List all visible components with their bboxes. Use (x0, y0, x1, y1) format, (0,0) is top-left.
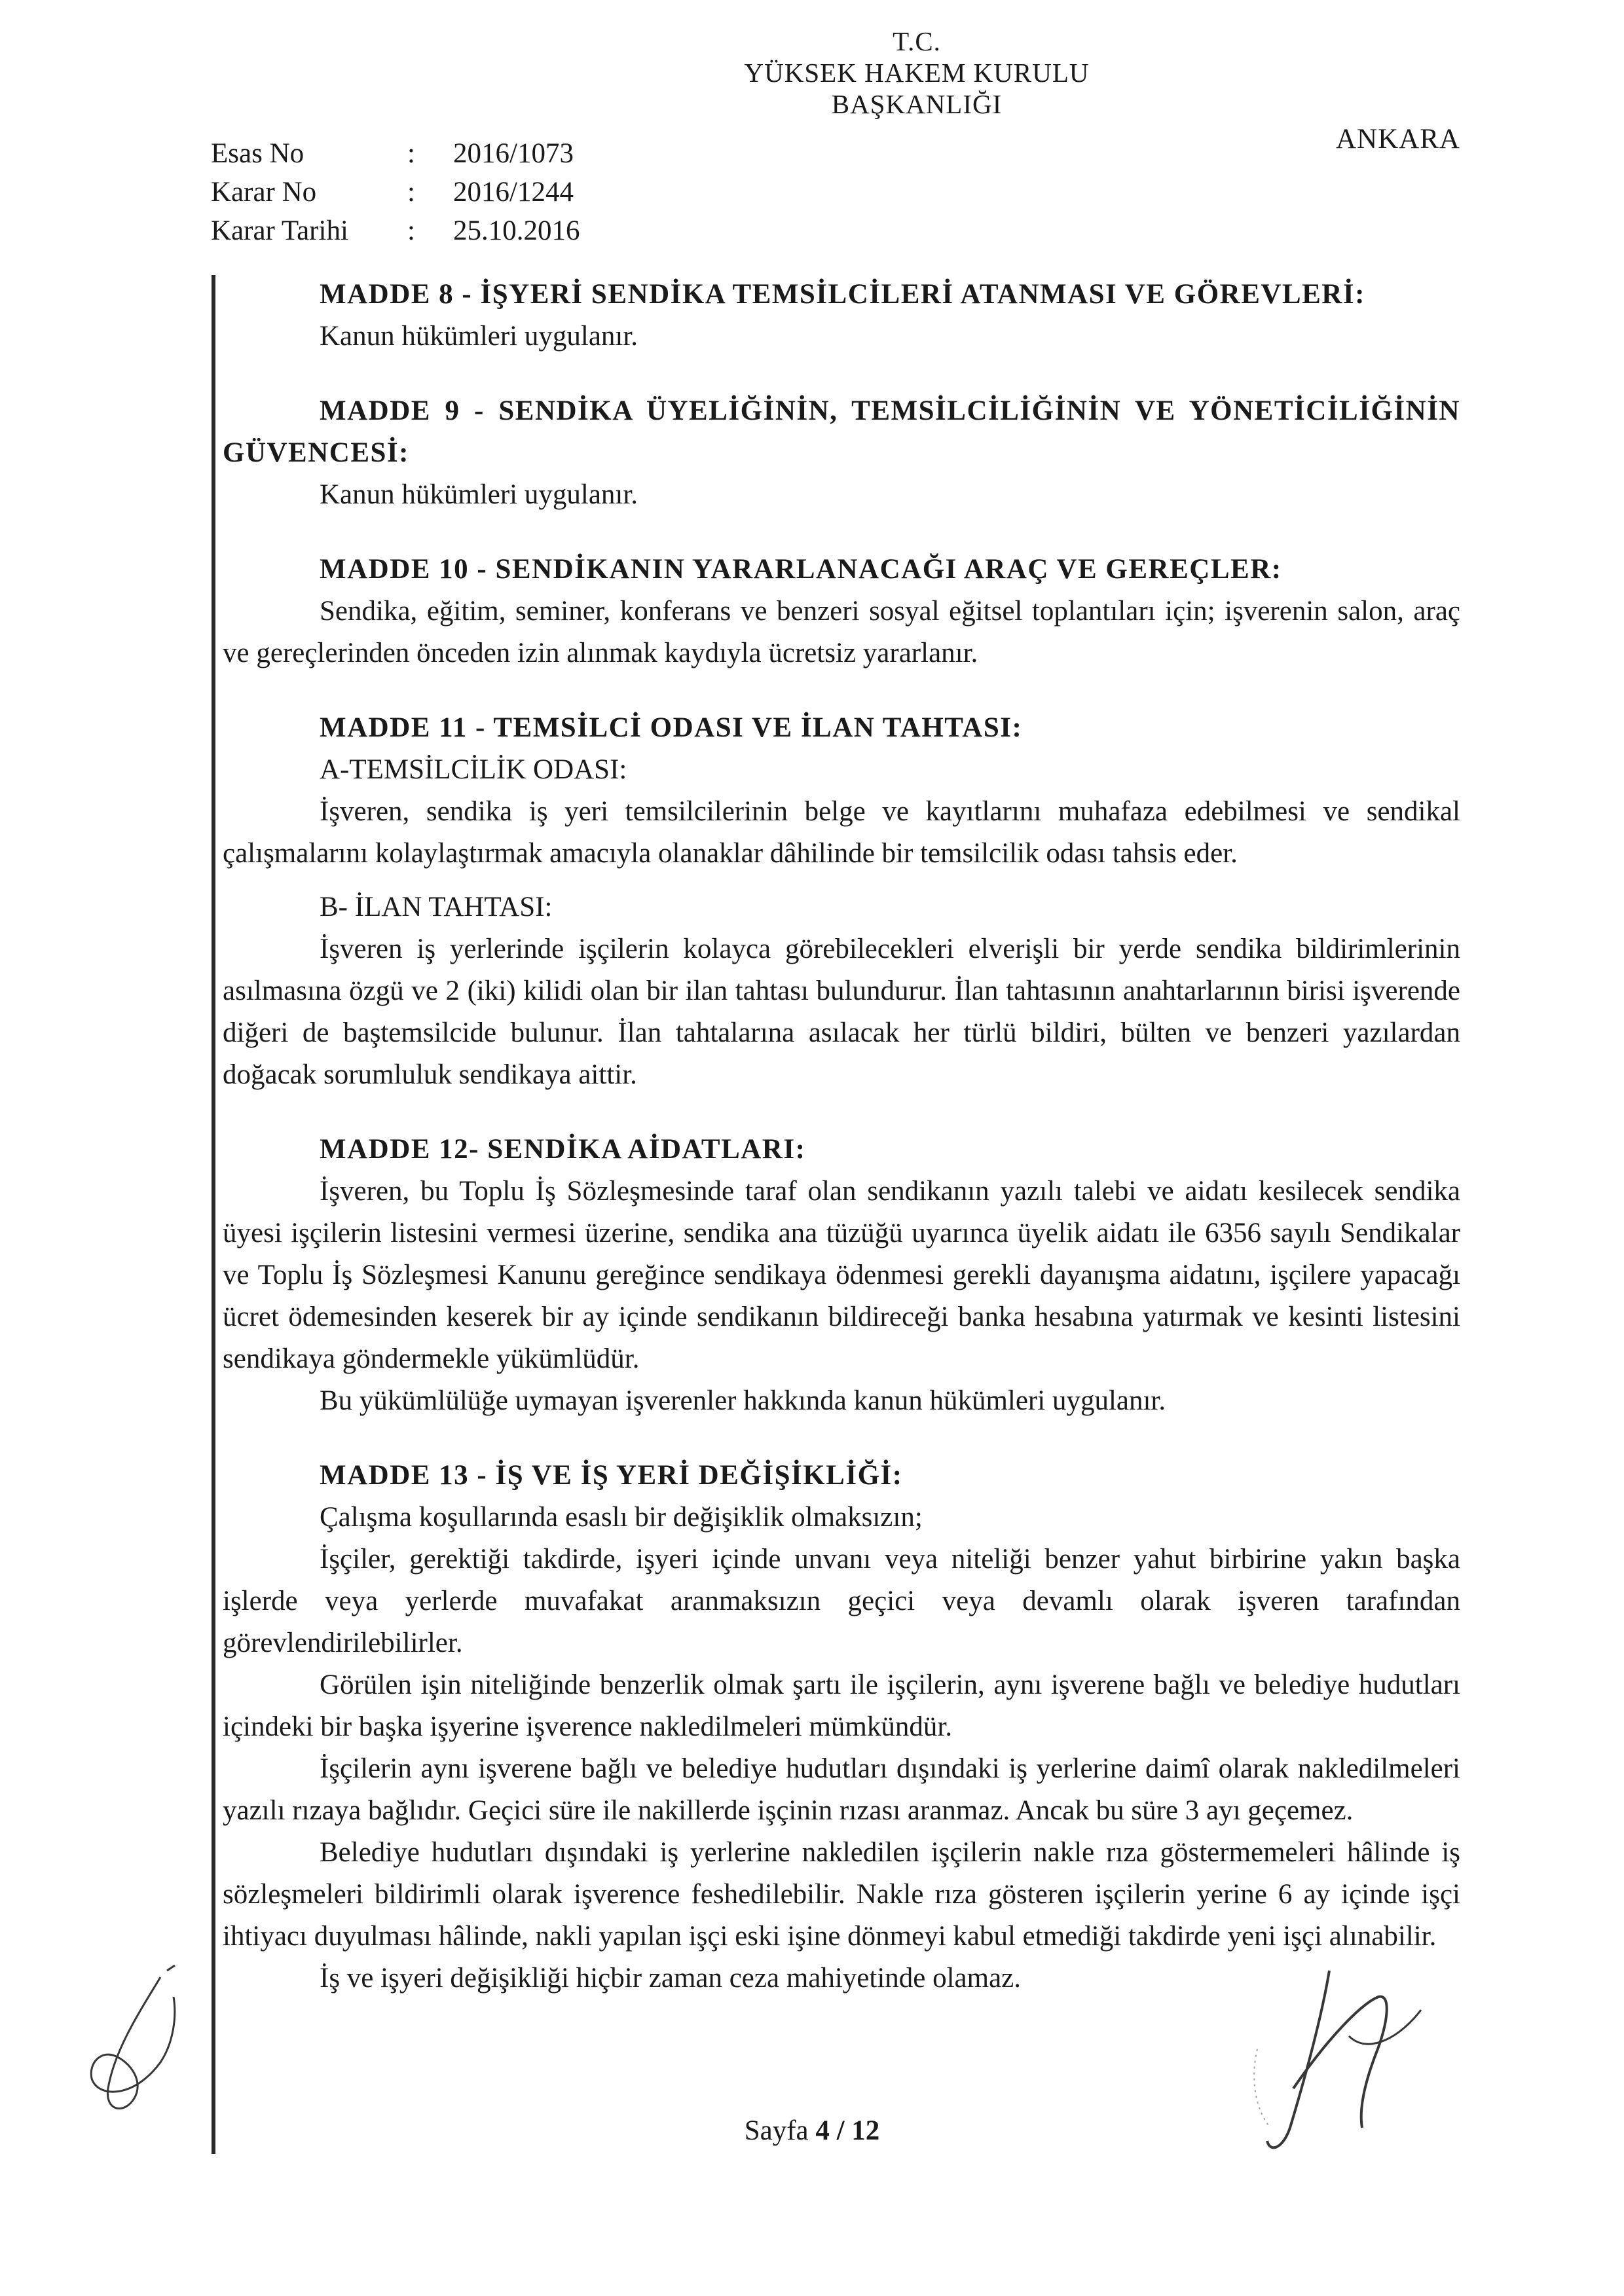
article-11-body-b: İşveren iş yerlerinde işçilerin kolayca görebilecekleri elverişli bir yerde sendika bildirimlerinin asılmasına özgü ve 2 (iki) kilidi olan bir ilan tahtası bulundurur. İlan tahtasının anahtarlarının birisi işverende diğeri de baştemsilcide bulunur. İlan tahtalarına asılacak her türlü bildiri, bülten ve benzeri yazılardan doğacak sorumluluk sendikaya aittir. (223, 934, 1460, 1090)
article-13-paragraph-3: Görülen işin niteliğinde benzerlik olmak şartı ile işçilerin, aynı işverene bağlı ve belediye hudutları içindeki bir başka işyerine işverence nakledilmeleri mümkündür. (223, 1669, 1460, 1742)
city-label: ANKARA (1336, 124, 1460, 155)
decision-date-label: Karar Tarihi (211, 215, 348, 246)
document-body (223, 274, 1460, 2032)
article-9-body: Kanun hükümleri uygulanır. (320, 479, 638, 510)
article-12-paragraph-1: İşveren, bu Toplu İş Sözleşmesinde taraf olan sendikanın yazılı talebi ve aidatı kesilecek sendika üyesi işçilerin listesini vermesi üzerine, sendika ana tüzüğü uyarınca üyelik aidatı ile 6356 sayılı Sendikalar ve Toplu İş Sözleşmesi Kanunu gereğince sendikaya ödenmesi gerekli dayanışma aidatını, işçilere yapacağı ücret ödemesinden keserek bir ay içinde sendikanın bildireceği banka hesabına yatırmak ve kesinti listesini sendikaya göndermekle yükümlüdür. (223, 1176, 1460, 1374)
article-11 (223, 707, 1460, 1096)
article-11-body-a: İşveren, sendika iş yeri temsilcilerinin belge ve kayıtlarını muhafaza edebilmesi ve sendikal çalışmalarını kolaylaştırmak amacıyla olanaklar dâhilinde bir temsilcilik odası tahsis eder. (223, 796, 1460, 869)
article-13-paragraph-5: Belediye hudutları dışındaki iş yerlerine nakledilen işçilerin nakle rıza göstermemeleri hâlinde iş sözleşmeleri bildirimli olarak işverence feshedilebilir. Nakle rıza gösteren işçilerin yerine 6 ay içinde işçi ihtiyacı duyulması hâlinde, nakli yapılan işçi eski işine dönmeyi kabul etmediği takdirde yeni işçi alınabilir. (223, 1837, 1460, 1952)
article-8-body: Kanun hükümleri uygulanır. (320, 321, 638, 352)
article-13-title: MADDE 13 - İŞ VE İŞ YERİ DEĞİŞİKLİĞİ: (320, 1460, 903, 1491)
left-initial-signature (62, 1958, 193, 2128)
article-13-paragraph-2: İşçiler, gerektiği takdirde, işyeri içinde unvanı veya niteliği benzer yahut birbirine yakın başka işlerde veya yerlerde muvafakat aranmaksızın geçici veya devamlı olarak işveren tarafından görevlendirilebilirler. (223, 1544, 1460, 1658)
decision-date-sep: : (407, 215, 415, 246)
decision-number-label: Karar No (211, 177, 317, 208)
case-number-row (211, 134, 580, 173)
decision-number-sep: : (407, 177, 415, 208)
article-11-subheading-a: A-TEMSİLCİLİK ODASI: (320, 754, 627, 785)
article-12-paragraph-2: Bu yükümlülüğe uymayan işverenler hakkında kanun hükümleri uygulanır. (320, 1385, 1166, 1416)
article-10 (223, 549, 1460, 674)
header-tc: T.C. (893, 26, 941, 56)
article-13-paragraph-4: İşçilerin aynı işverene bağlı ve belediye hudutları dışındaki iş yerlerine daimî olarak nakledilmeleri yazılı rızaya bağlıdır. Geçici süre ile nakillerde işçinin rızası aranmaz. Ancak bu süre 3 ayı geçemez. (223, 1753, 1460, 1826)
case-info-block (211, 134, 580, 250)
decision-date-value: 25.10.2016 (453, 215, 580, 246)
article-10-title: MADDE 10 - SENDİKANIN YARARLANACAĞI ARAÇ VE GEREÇLER: (320, 554, 1282, 585)
page-footer (0, 2115, 1624, 2147)
case-number-label: Esas No (211, 138, 304, 169)
article-13-paragraph-1: Çalışma koşullarında esaslı bir değişiklik olmaksızın; (320, 1502, 923, 1533)
margin-rule (212, 275, 215, 2154)
decision-date-row (211, 211, 580, 250)
case-number-sep: : (407, 138, 415, 169)
decision-number-row (211, 173, 580, 211)
article-9 (223, 390, 1460, 516)
header-office: BAŞKANLIĞI (831, 89, 1003, 119)
decision-number-value: 2016/1244 (453, 177, 574, 208)
page-number: 4 / 12 (815, 2115, 880, 2146)
article-13 (223, 1455, 1460, 1999)
article-11-title: MADDE 11 - TEMSİLCİ ODASI VE İLAN TAHTASI: (320, 712, 1023, 743)
article-10-body: Sendika, eğitim, seminer, konferans ve benzeri sosyal eğitsel toplantıları için; işverenin salon, araç ve gereçlerinden önceden izin alınmak kaydıyla ücretsiz yararlanır. (223, 596, 1460, 668)
article-8 (223, 274, 1460, 357)
article-13-paragraph-6: İş ve işyeri değişikliği hiçbir zaman ceza mahiyetinde olamaz. (320, 1963, 1022, 1994)
article-12-title: MADDE 12- SENDİKA AİDATLARI: (320, 1134, 806, 1165)
article-11-subheading-b: B- İLAN TAHTASI: (320, 892, 553, 922)
page-label: Sayfa (744, 2115, 809, 2146)
case-number-value: 2016/1073 (453, 138, 574, 169)
article-8-title: MADDE 8 - İŞYERİ SENDİKA TEMSİLCİLERİ ATANMASI VE GÖREVLERİ: (320, 279, 1365, 310)
header-institution: YÜKSEK HAKEM KURULU (744, 58, 1090, 88)
article-12 (223, 1129, 1460, 1422)
article-9-title: MADDE 9 - SENDİKA ÜYELİĞİNİN, TEMSİLCİLİĞİNİN VE YÖNETİCİLİĞİNİN GÜVENCESİ: (223, 395, 1460, 468)
